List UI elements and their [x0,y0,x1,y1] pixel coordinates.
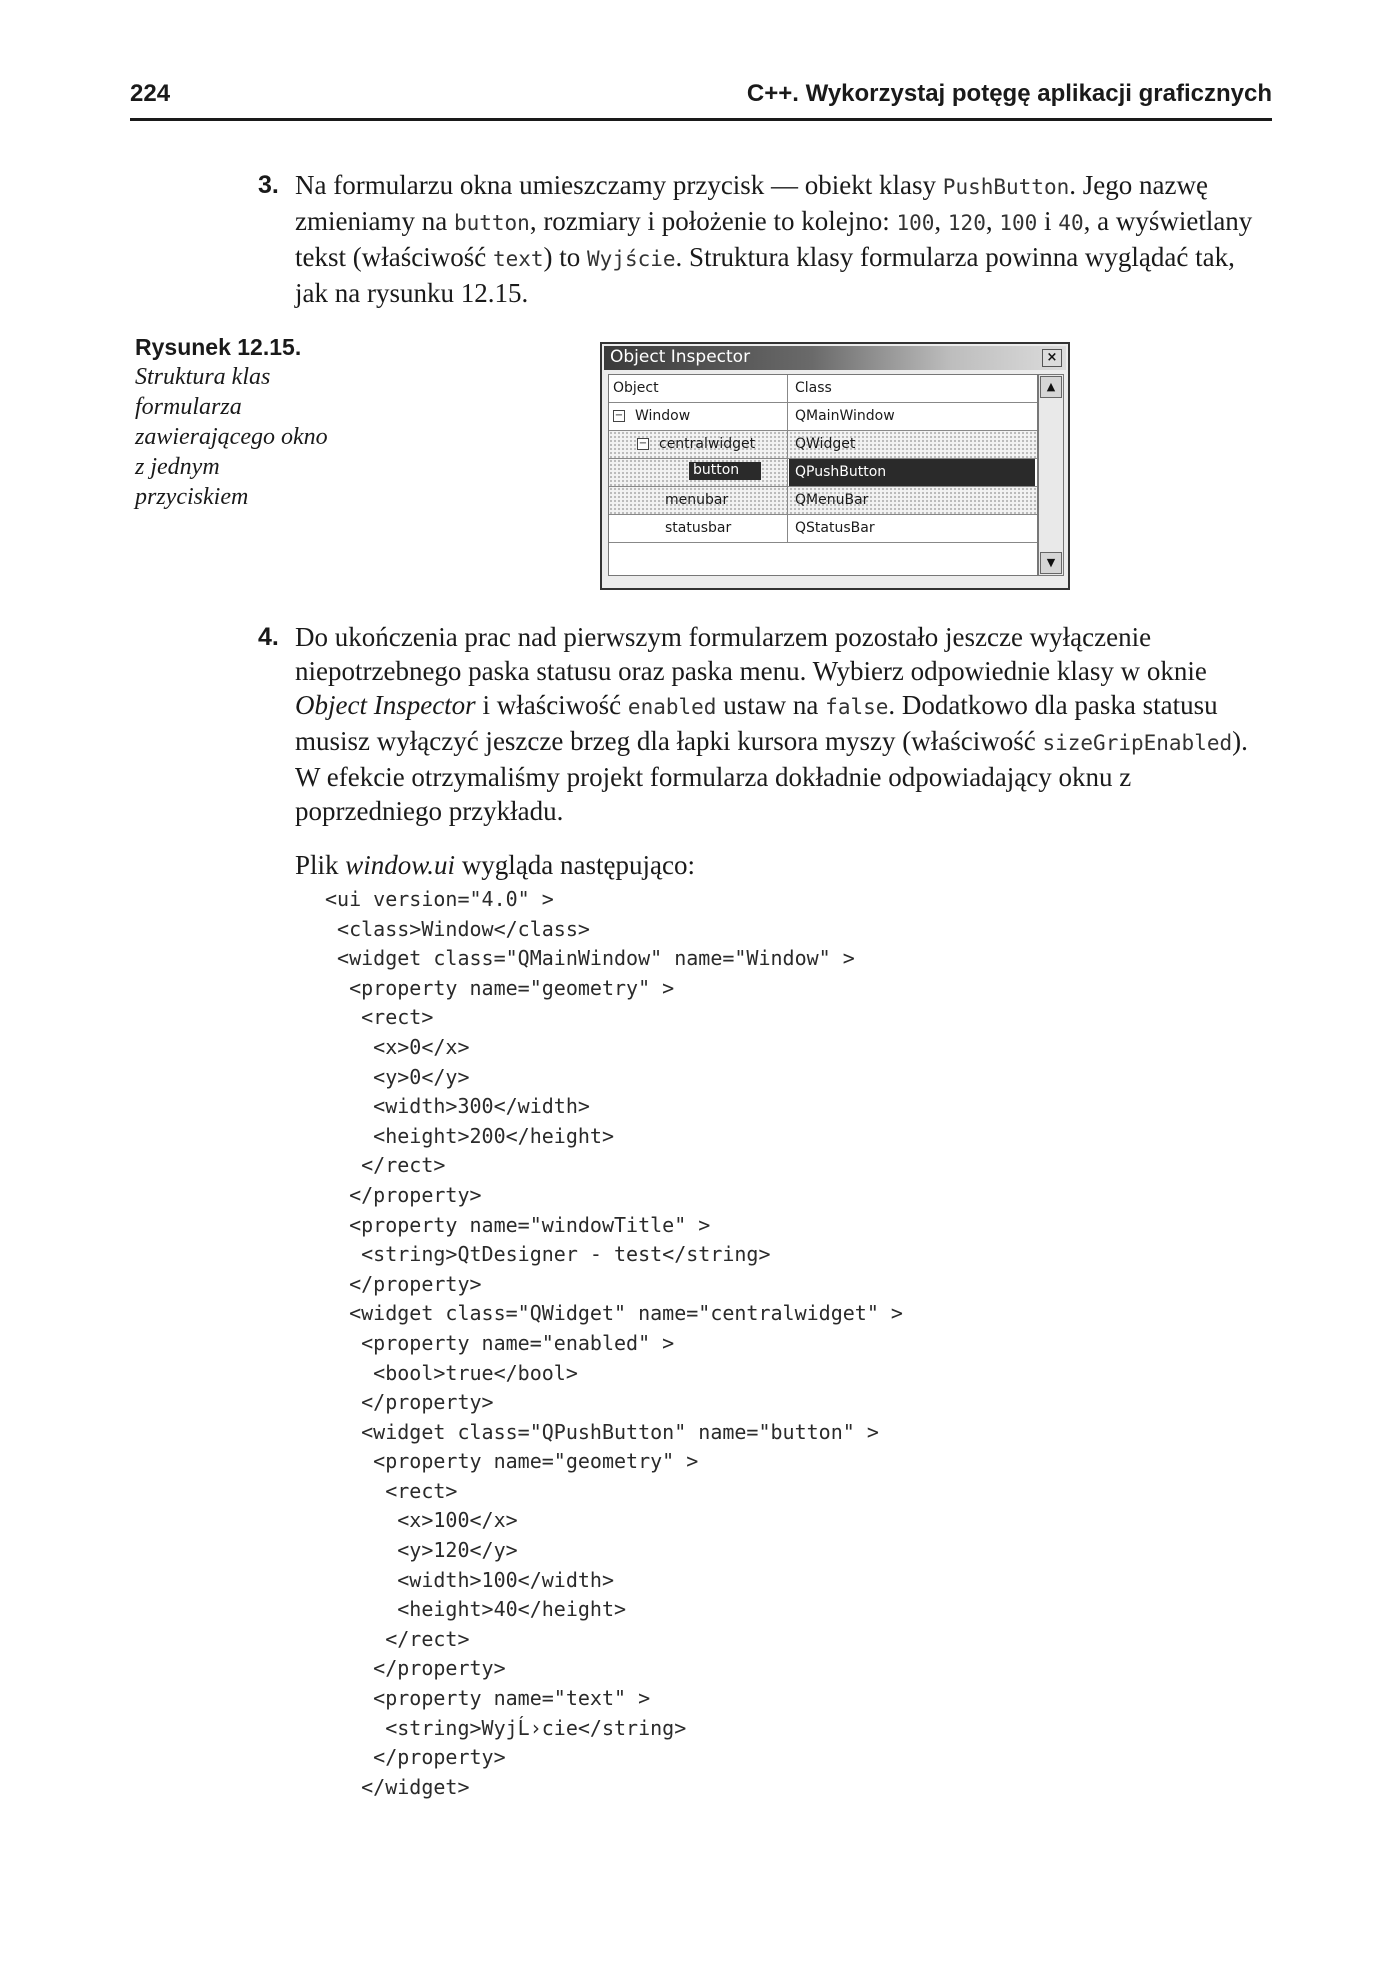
object-cell [609,515,788,542]
class-cell [789,459,1035,486]
text-run: i właściwość [475,690,628,720]
column-label: Object [613,380,659,396]
code-line: <property name="enabled" > [325,1330,675,1355]
tree-row[interactable] [609,487,1037,515]
class-cell [789,403,1035,430]
code-line: </property> [325,1182,482,1207]
text-run: , [985,206,1000,236]
code-line: </rect> [325,1626,470,1651]
text-run: ustaw na [716,690,826,720]
figure-label: Rysunek 12.15. [135,334,302,360]
code-line: <widget class="QWidget" name="centralwidget" > [325,1301,903,1326]
inline-code: button [453,211,530,235]
text-run: Plik [295,850,346,880]
code-line: <property name="geometry" > [325,1449,699,1474]
column-header-object[interactable] [609,375,788,402]
text-run: . Jego nazwę zmieniamy na [295,170,1208,236]
code-line: <ui version="4.0" > [325,887,554,911]
column-label: Class [795,380,832,396]
tree-row-selected[interactable] [609,459,1037,487]
class-name: QWidget [795,436,856,452]
inline-code: enabled [627,695,717,719]
object-cell [609,403,788,430]
vertical-scrollbar[interactable] [1038,374,1064,576]
object-name: menubar [665,492,729,508]
text-run: , rozmiary i położenie to kolejno: [529,206,897,236]
code-line: <string>WyjĹ›cie</string> [325,1715,687,1740]
code-line: <y>120</y> [325,1538,518,1563]
object-cell [609,459,788,486]
inline-code: Wyjście [587,247,676,271]
code-line: <height>40</height> [325,1597,627,1622]
text-run: . Dodatkowo dla paska statusu musisz wyłączyć jeszcze brzeg dla łapki kursora myszy (właściwość [295,690,1218,756]
text-run: Do ukończenia prac nad pierwszym formularzem pozostało jeszcze wyłączenie niepotrzebnego paska statusu oraz paska menu. Wybierz odpowiednie klasy w oknie [295,622,1207,686]
collapse-icon[interactable]: − [614,410,624,421]
code-line: <property name="geometry" > [325,975,675,1000]
code-line: <rect> [325,1478,458,1503]
figure-caption [135,332,335,512]
object-name: statusbar [665,520,732,536]
inline-code: 100 [896,211,935,235]
inline-code: false [825,695,889,719]
code-line: </property> [325,1745,506,1770]
code-line: <widget class="QPushButton" name="button" > [325,1419,879,1444]
code-line: </rect> [325,1153,446,1178]
code-line: <x>100</x> [325,1508,518,1533]
class-cell [789,431,1035,458]
file-intro-text [295,848,1255,882]
text-run: Na formularzu okna umieszczamy przycisk — obiekt klasy [295,170,943,200]
tree-row[interactable] [609,515,1037,543]
column-header-class[interactable] [789,375,1035,402]
text-run: ) to [543,242,588,272]
object-name: centralwidget [659,436,756,452]
code-line: <widget class="QMainWindow" name="Window" > [325,946,855,971]
class-cell [789,487,1035,514]
collapse-icon[interactable]: − [638,438,648,449]
code-line: <bool>true</bool> [325,1360,578,1385]
step-number: 4. [258,623,279,651]
step-number: 3. [258,171,279,199]
object-inspector-window [600,342,1070,590]
text-run: , a wyświetlany tekst (właściwość [295,206,1253,272]
object-name: button [689,462,761,480]
text-run: wygląda następująco: [455,850,695,880]
inline-code: 100 [999,211,1038,235]
inline-code: 120 [947,211,986,235]
class-name: QStatusBar [795,520,875,536]
inline-code: text [492,247,544,271]
page-header [130,78,1272,121]
tree-row[interactable] [609,431,1037,459]
class-name: QPushButton [795,464,887,480]
code-line: </property> [325,1271,482,1296]
text-run: . Struktura klasy formularza powinna wyglądać tak, jak na rysunku 12.15. [295,242,1235,308]
inline-code: 40 [1058,211,1084,235]
code-line: <string>QtDesigner - test</string> [325,1242,771,1267]
emphasis: Object Inspector [295,690,476,720]
scroll-up-icon[interactable]: ▲ [1040,376,1062,398]
code-line: </widget> [325,1774,470,1799]
code-line: <width>100</width> [325,1567,614,1592]
class-cell [789,515,1035,542]
step-3-text [295,168,1255,310]
class-name: QMainWindow [795,408,895,424]
close-icon[interactable]: × [1042,349,1062,367]
emphasis: window.ui [345,850,456,880]
code-line: <property name="windowTitle" > [325,1212,711,1237]
running-title: C++. Wykorzystaj potęgę aplikacji graficznych [746,80,1272,107]
code-line: <class>Window</class> [325,916,590,941]
inline-code: sizeGripEnabled [1042,731,1233,755]
code-line: <property name="text" > [325,1686,651,1711]
inspector-title: Object Inspector [610,347,751,367]
code-line: <rect> [325,1005,434,1030]
code-line: <height>200</height> [325,1123,614,1148]
object-name-wrap [613,408,690,424]
inspector-tree [608,374,1038,576]
object-cell [609,487,788,514]
code-line: <width>300</width> [325,1094,590,1119]
text-run: i [1037,206,1059,236]
code-line: <y>0</y> [325,1064,470,1089]
object-name: Window [635,408,691,424]
object-name-wrap [637,436,755,452]
text-run: , [934,206,948,236]
step-4-text [295,620,1255,828]
figure-caption-text: Struktura klas formularza zawierającego okno z jednym przyciskiem [135,364,328,510]
code-line: </property> [325,1656,506,1681]
page-number: 224 [130,80,171,107]
tree-header [609,375,1037,403]
scroll-down-icon[interactable]: ▼ [1040,552,1062,574]
code-line: <x>0</x> [325,1034,470,1059]
inline-code: PushButton [942,175,1070,199]
code-line: </property> [325,1390,494,1415]
inspector-titlebar [604,346,1066,370]
class-name: QMenuBar [795,492,869,508]
code-listing [325,885,1025,1802]
text-run: ). W efekcie otrzymaliśmy projekt formularza dokładnie odpowiadający oknu z poprzedniego przykładu. [295,726,1248,826]
tree-row[interactable] [609,403,1037,431]
object-cell [609,431,788,458]
